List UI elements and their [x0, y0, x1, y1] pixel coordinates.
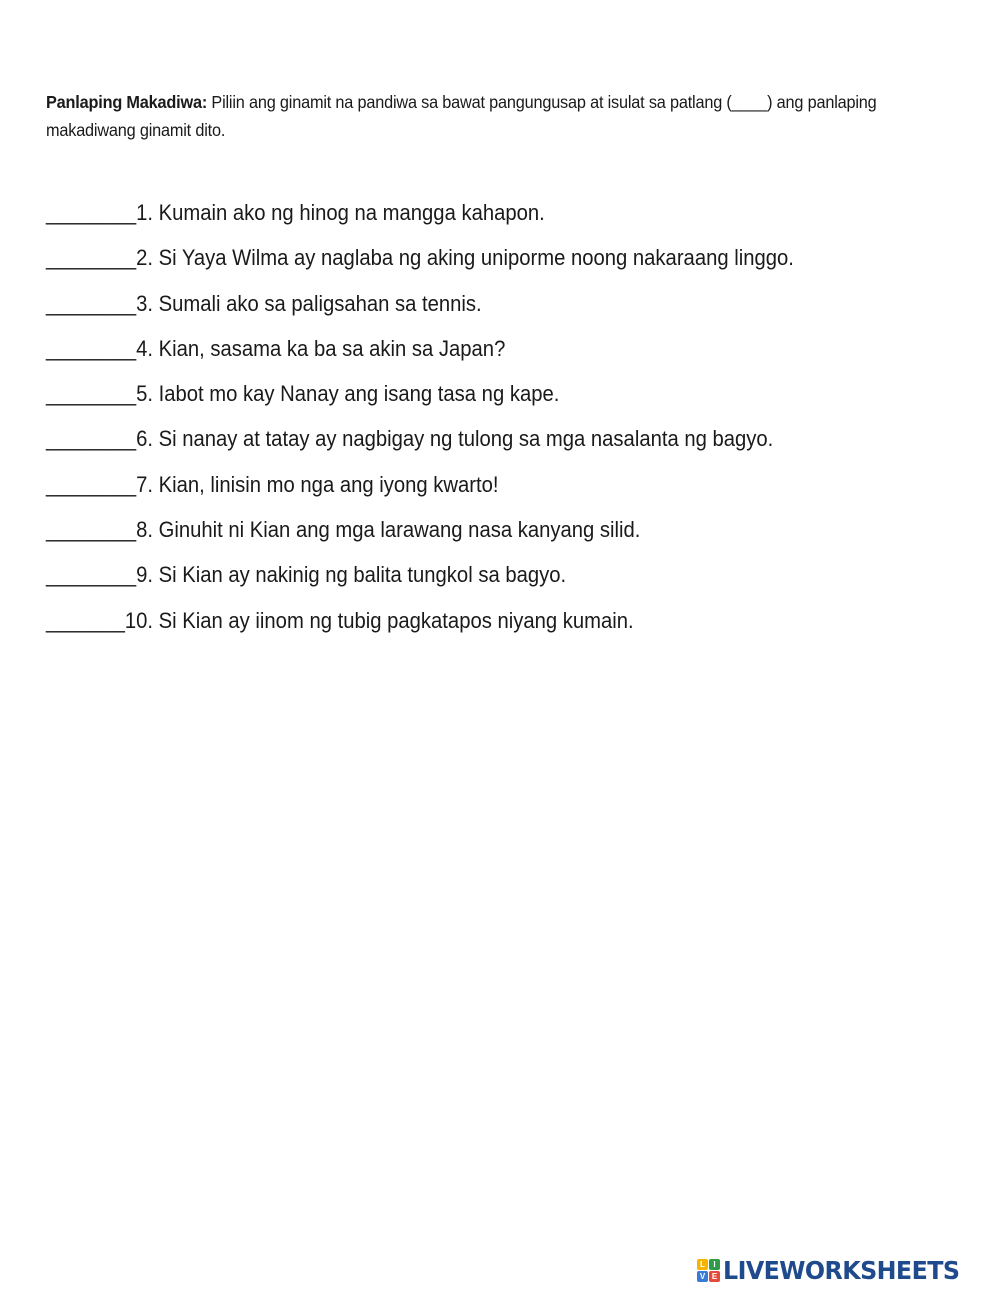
instructions-text: Piliin ang ginamit na pandiwa sa bawat pangungusap at isulat sa patlang (____) ang panlaping makadiwang ginamit dito.	[46, 92, 877, 140]
sentence: 2. Si Yaya Wilma ay naglaba ng aking uniporme noong nakaraang linggo.	[136, 245, 794, 271]
exercise-item	[46, 198, 794, 243]
exercise-item	[46, 606, 794, 651]
logo-tile: I	[709, 1259, 720, 1270]
answer-blank[interactable]: ________	[46, 517, 137, 543]
exercise-item	[46, 515, 794, 560]
answer-blank[interactable]: _______	[46, 607, 125, 633]
sentence: 1. Kumain ako ng hinog na mangga kahapon.	[136, 200, 545, 225]
answer-blank[interactable]: ________	[46, 381, 137, 407]
exercise-item	[46, 470, 794, 515]
exercise-item	[46, 334, 794, 379]
instructions-title: Panlaping Makadiwa:	[46, 92, 208, 112]
sentence: 5. Iabot mo kay Nanay ang isang tasa ng kape.	[136, 381, 560, 407]
sentence: 9. Si Kian ay nakinig ng balita tungkol sa bagyo.	[136, 562, 567, 588]
exercise-item	[46, 379, 794, 424]
exercise-item	[46, 289, 794, 334]
exercise-item	[46, 560, 794, 605]
exercise-list	[46, 198, 877, 651]
instructions	[46, 88, 897, 144]
answer-blank[interactable]: ________	[46, 335, 137, 361]
sentence: 3. Sumali ako sa paligsahan sa tennis.	[136, 290, 482, 316]
answer-blank[interactable]: ________	[46, 245, 137, 271]
exercise-item	[46, 243, 794, 288]
logo-tile: V	[697, 1271, 708, 1282]
logo-tile: E	[709, 1271, 720, 1282]
answer-blank[interactable]: ________	[46, 471, 137, 497]
logo-tile: L	[697, 1259, 708, 1270]
logo-grid-icon	[697, 1259, 720, 1282]
sentence: 4. Kian, sasama ka ba sa akin sa Japan?	[136, 335, 506, 361]
exercise-item	[46, 424, 794, 469]
answer-blank[interactable]: ________	[46, 426, 137, 452]
logo-text: LIVEWORKSHEETS	[723, 1255, 960, 1285]
answer-blank[interactable]: ________	[46, 562, 137, 588]
answer-blank[interactable]: ________	[46, 200, 137, 225]
sentence: 7. Kian, linisin mo nga ang iyong kwarto!	[136, 471, 499, 497]
liveworksheets-logo	[697, 1256, 972, 1284]
sentence: 10. Si Kian ay iinom ng tubig pagkatapos niyang kumain.	[124, 607, 634, 633]
sentence: 8. Ginuhit ni Kian ang mga larawang nasa kanyang silid.	[136, 517, 641, 543]
sentence: 6. Si nanay at tatay ay nagbigay ng tulong sa mga nasalanta ng bagyo.	[136, 426, 774, 452]
answer-blank[interactable]: ________	[46, 290, 137, 316]
